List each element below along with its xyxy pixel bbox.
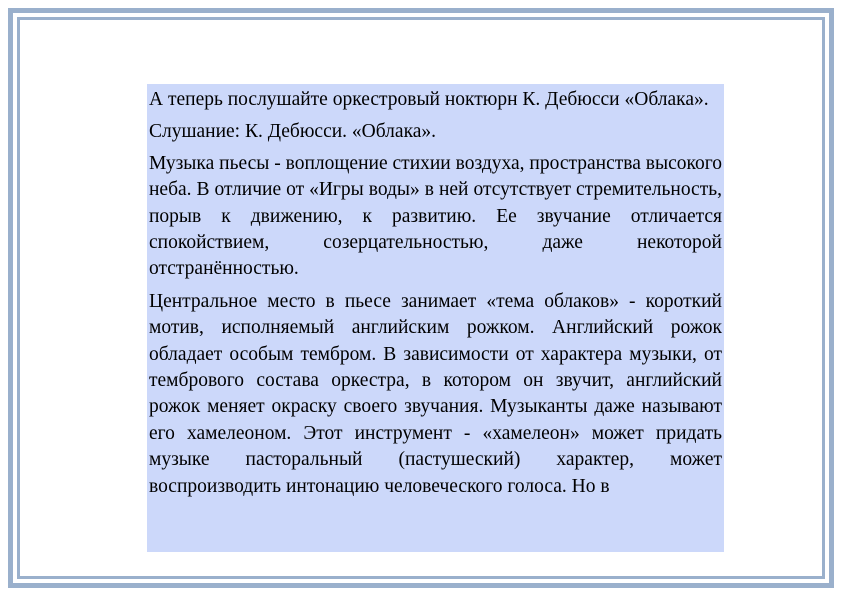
paragraph-cor-anglais: Центральное место в пьесе занимает «тема облаков» - короткий мотив, исполняемый английским рожком. Английский рожок обладает особым тембром. В зависимости от характера музыки, от тембрового состава оркестра, в котором он звучит, английский рожок меняет окраску своего звучания. Музыканты даже называют его хамелеоном. Этот инструмент - «хамелеон» может придать музыке пасторальный (пастушеский) характер, может воспроизводить интонацию человеческого голоса. Но в	[149, 290, 722, 497]
paragraph-music-description: Музыка пьесы - воплощение стихии воздуха, пространства высокого неба. В отличие от «Игры воды» в ней отсутствует стремительность, порыв к движению, к развитию. Ее звучание отличается спокойствием, созерцательностью, даже некоторой отстранённостью.	[149, 152, 722, 280]
text-box	[147, 84, 724, 552]
paragraph-intro: А теперь послушайте оркестровый ноктюрн К. Дебюсси «Облака».	[149, 89, 709, 110]
paragraph-listening: Слушание: К. Дебюсси. «Облака».	[149, 121, 437, 143]
